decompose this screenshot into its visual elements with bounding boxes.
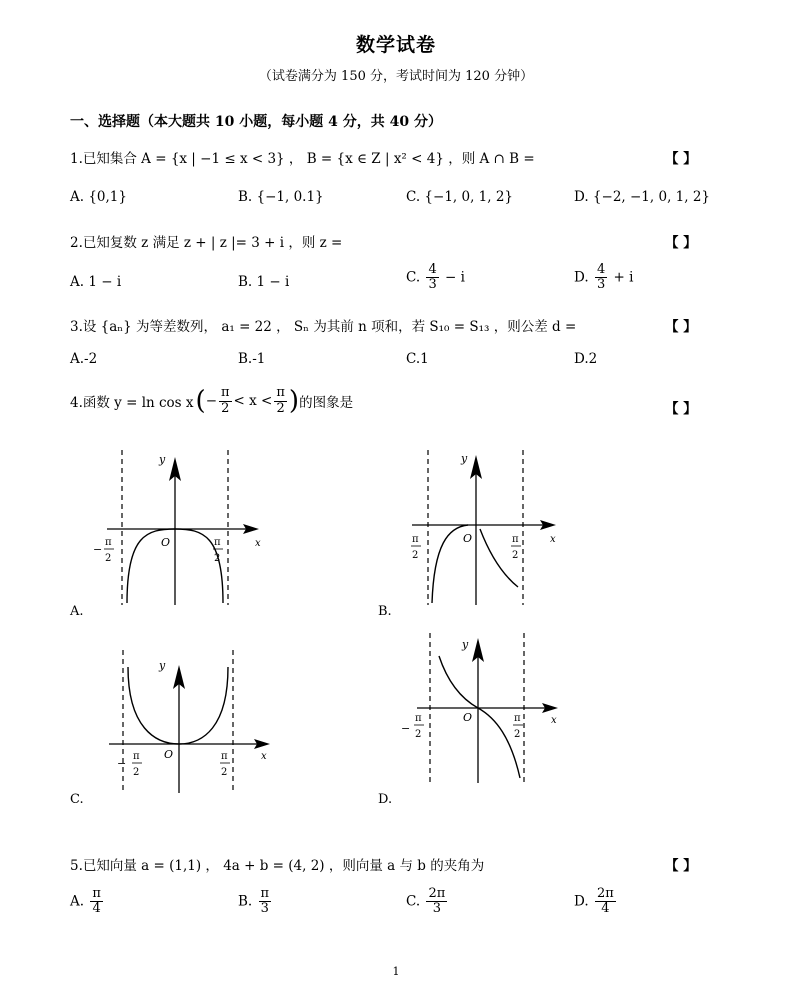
q3-option-b: B.-1 — [238, 351, 266, 367]
page-number: 1 — [392, 965, 400, 978]
graph-a-left-two: 2 — [105, 553, 112, 564]
q4-frac-left — [219, 386, 232, 416]
q4-stem-mid: < x < — [233, 393, 273, 409]
graph-a-x-label: x — [255, 538, 261, 549]
question-4-stem — [70, 386, 353, 416]
q2-option-c-numerator: 4 — [428, 262, 437, 277]
q2-option-d-denominator: 3 — [596, 277, 606, 293]
graph-c-label: C. — [70, 792, 84, 807]
graph-d-curve — [439, 656, 520, 778]
q2-option-c-label: C. — [406, 269, 421, 286]
q4-paren-open: ( — [195, 386, 206, 416]
q1-option-b: B. {−1, 0.1} — [238, 189, 324, 205]
page-title: 数学试卷 — [355, 34, 436, 56]
graph-d-y-label: y — [462, 638, 469, 651]
q5-option-b-numerator: π — [260, 886, 270, 901]
graph-d-right-pi: π — [514, 713, 521, 724]
graph-c-left-pi: π — [133, 751, 140, 762]
question-5-stem: 5.已知向量 a = (1,1) ， 4a + b = (4, 2) ，则向量 a 与 b 的夹角为 — [70, 858, 485, 874]
q1-option-d: D. {−2, −1, 0, 1, 2} — [574, 189, 711, 205]
q2-option-a: A. 1 − i — [70, 274, 122, 290]
q5-option-d-fraction — [595, 887, 616, 917]
graph-a-right-two: 2 — [214, 553, 221, 564]
q2-option-d-tail: + i — [613, 269, 634, 286]
q5-option-b-label: B. — [238, 893, 253, 910]
q5-option-a-label: A. — [70, 893, 85, 910]
graph-b-right-pi: π — [512, 534, 519, 545]
q2-option-d-label: D. — [574, 269, 589, 286]
q5-option-c-fraction — [426, 887, 447, 917]
graph-b-x-label: x — [550, 534, 556, 545]
q4-stem-pre: 4.函数 y = ln cos x — [70, 395, 194, 411]
graph-b-left-two: 2 — [412, 550, 419, 561]
graph-c-neg-sign: − — [117, 757, 127, 770]
graph-d-left-two: 2 — [415, 729, 422, 740]
section-heading: 一、选择题（本大题共 10 小题，每小题 4 分，共 40 分） — [70, 114, 442, 130]
graph-d-label: D. — [378, 792, 393, 807]
question-2-stem: 2.已知复数 z 满足 z + | z |= 3 + i ，则 z = — [70, 235, 343, 251]
graph-b-origin: O — [463, 532, 473, 545]
q5-option-a-fraction — [90, 887, 103, 917]
q2-option-d-numerator: 4 — [596, 262, 606, 277]
q4-frac-right-den: 2 — [276, 400, 285, 416]
graph-b-label: B. — [378, 604, 392, 619]
graph-c-x-label: x — [261, 751, 267, 762]
q5-option-a-denominator: 4 — [92, 901, 101, 917]
graph-c — [95, 645, 285, 795]
question-1-answer-bracket: 【 】 — [665, 151, 697, 167]
graph-c-y-label: y — [159, 659, 166, 672]
graph-b — [398, 445, 568, 610]
graph-c-right-pi: π — [221, 751, 228, 762]
graph-a-y-label: y — [159, 453, 166, 466]
question-2-answer-bracket: 【 】 — [665, 235, 697, 251]
q2-option-d-fraction — [595, 263, 607, 293]
q5-option-d — [574, 887, 618, 917]
question-5-answer-bracket: 【 】 — [665, 858, 697, 874]
q5-option-b-fraction — [259, 887, 272, 917]
graph-d-right-two: 2 — [514, 729, 521, 740]
graph-a — [85, 445, 270, 610]
q5-option-d-numerator: 2π — [596, 886, 614, 901]
q4-frac-left-num: π — [221, 385, 230, 401]
question-1-stem: 1.已知集合 A = {x | −1 ≤ x < 3} ， B = {x ∈ Z | x² < 4} ，则 A ∩ B = — [70, 151, 535, 167]
graph-d — [395, 628, 570, 788]
q2-option-c-denominator: 3 — [428, 277, 437, 293]
q4-minus: − — [205, 393, 217, 409]
question-3-answer-bracket: 【 】 — [665, 319, 697, 335]
graph-b-left-pi: π — [412, 534, 419, 545]
graph-d-neg-sign: − — [401, 722, 411, 735]
q5-option-b — [238, 887, 273, 917]
q5-option-d-denominator: 4 — [601, 901, 610, 917]
q4-stem-post: 的图象是 — [299, 395, 354, 411]
graph-a-label: A. — [70, 604, 84, 619]
graph-c-origin: O — [164, 748, 174, 761]
q5-option-a — [70, 887, 105, 917]
question-3-stem: 3.设 {aₙ} 为等差数列， a₁ = 22 ， Sₙ 为其前 n 项和，若 S₁₀ = S₁₃ ，则公差 d = — [70, 319, 577, 335]
graph-d-x-label: x — [551, 715, 557, 726]
graph-a-left-pi: π — [105, 537, 112, 548]
graph-c-left-two: 2 — [133, 767, 140, 778]
graph-d-origin: O — [463, 711, 473, 724]
q5-option-c — [406, 887, 449, 917]
q2-option-c — [406, 263, 465, 293]
q4-frac-right — [274, 386, 287, 416]
q1-option-a: A. {0,1} — [70, 189, 127, 205]
q3-option-a: A.-2 — [70, 351, 98, 367]
q4-paren-close: ) — [288, 386, 300, 416]
graph-b-y-label: y — [461, 452, 468, 465]
q1-option-c: C. {−1, 0, 1, 2} — [406, 189, 514, 205]
q2-option-c-tail: − i — [445, 269, 465, 286]
q2-option-b: B. 1 − i — [238, 274, 290, 290]
page-subtitle: （试卷满分为 150 分，考试时间为 120 分钟） — [258, 69, 534, 84]
q5-option-b-denominator: 3 — [260, 901, 269, 917]
graph-b-right-two: 2 — [512, 550, 519, 561]
q3-option-d: D.2 — [574, 351, 598, 367]
question-4-answer-bracket: 【 】 — [665, 401, 697, 417]
q5-option-c-numerator: 2π — [428, 886, 446, 901]
q5-option-d-label: D. — [574, 893, 589, 910]
q2-option-c-fraction — [426, 263, 438, 293]
graph-c-right-two: 2 — [221, 767, 228, 778]
graph-a-origin: O — [161, 536, 171, 549]
q5-option-c-denominator: 3 — [432, 901, 441, 917]
q5-option-c-label: C. — [406, 893, 421, 910]
graph-a-right-pi: π — [214, 537, 221, 548]
q2-option-d — [574, 263, 633, 293]
q4-frac-right-num: π — [276, 385, 285, 401]
q5-option-a-numerator: π — [92, 886, 101, 901]
q3-option-c: C.1 — [406, 351, 429, 367]
q4-frac-left-den: 2 — [221, 400, 230, 416]
graph-d-left-pi: π — [415, 713, 422, 724]
graph-a-neg-sign: − — [93, 543, 103, 556]
